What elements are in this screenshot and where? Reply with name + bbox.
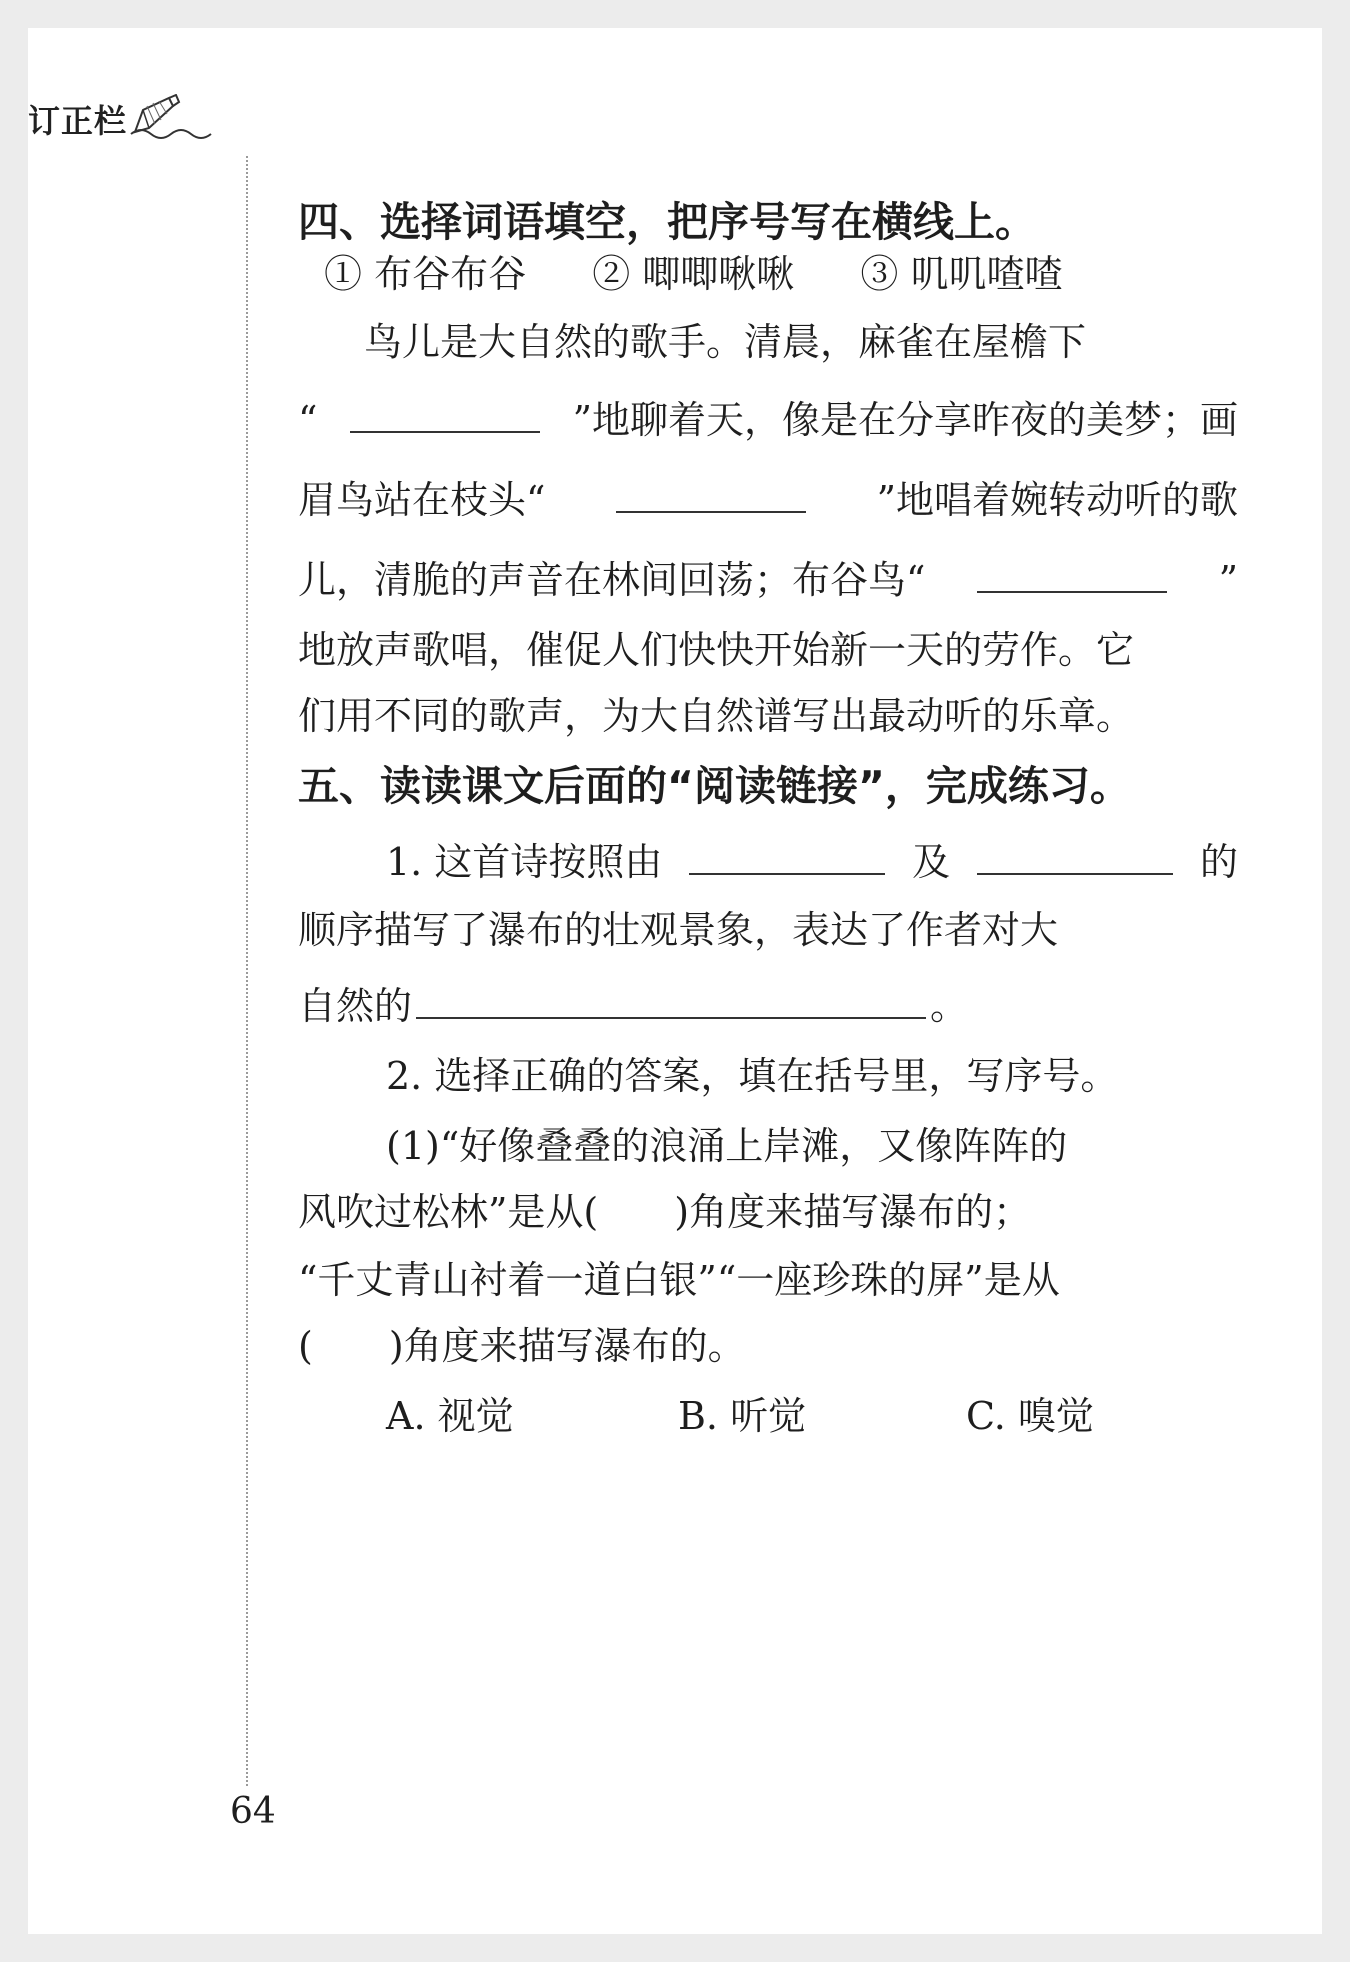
passage-line-2 — [298, 392, 1238, 448]
close-quote: ” — [1218, 558, 1238, 602]
passage-line-4-text-a: 儿，清脆的声音在林间回荡；布谷鸟“ — [298, 558, 926, 602]
section-4-options — [324, 246, 1264, 302]
question-2-1-line-3: “千丈青山衬着一道白银”“一座珍珠的屏”是从 — [298, 1258, 1060, 1302]
option-2: ② 唧唧啾啾 — [592, 252, 795, 296]
question-1-line-3 — [298, 978, 1238, 1034]
choice-b: B. 听觉 — [678, 1394, 807, 1438]
option-3: ③ 叽叽喳喳 — [860, 252, 1063, 296]
passage-line-3 — [298, 472, 1238, 528]
pencil-icon — [129, 94, 219, 144]
choice-c: C. 嗅觉 — [966, 1394, 1094, 1438]
workbook-page — [28, 28, 1322, 1934]
question-1-text-a: 1. 这首诗按照由 — [386, 840, 663, 884]
answer-blank-2[interactable] — [616, 479, 806, 513]
section-4-title: 四、选择词语填空，把序号写在横线上。 — [298, 198, 1036, 246]
margin-divider — [246, 156, 248, 1786]
section-5-title: 五、读读课文后面的“阅读链接”，完成练习。 — [298, 762, 1131, 810]
question-2-1-line-1: (1)“好像叠叠的浪涌上岸滩，又像阵阵的 — [386, 1124, 1068, 1168]
answer-blank-1[interactable] — [350, 399, 540, 433]
question-2-1-line-2: 风吹过松林”是从( )角度来描写瀑布的； — [298, 1190, 1032, 1234]
page-number: 64 — [230, 1791, 276, 1832]
question-1-line-2: 顺序描写了瀑布的壮观景象，表达了作者对大 — [298, 908, 1059, 952]
question-1-text-c: 的 — [1199, 840, 1238, 884]
option-1: ① 布谷布谷 — [324, 252, 527, 296]
choice-a: A. 视觉 — [386, 1394, 514, 1438]
answer-blank-3[interactable] — [977, 559, 1167, 593]
answer-blank-4[interactable] — [689, 841, 885, 875]
passage-line-5: 地放声歌唱，催促人们快快开始新一天的劳作。它 — [298, 628, 1135, 672]
question-2: 2. 选择正确的答案，填在括号里，写序号。 — [386, 1054, 1119, 1098]
passage-line-3-text-a: 眉鸟站在枝头“ — [298, 478, 546, 522]
answer-blank-6[interactable] — [416, 985, 926, 1019]
question-1-text-b: 及 — [912, 840, 951, 884]
period: 。 — [930, 984, 969, 1028]
correction-column-header — [28, 94, 219, 144]
question-1-line-3-text: 自然的 — [298, 984, 413, 1028]
answer-blank-5[interactable] — [977, 841, 1173, 875]
question-2-1-line-4: ( )角度来描写瀑布的。 — [298, 1324, 746, 1368]
correction-label: 订正栏 — [28, 102, 128, 140]
passage-line-1: 鸟儿是大自然的歌手。清晨，麻雀在屋檐下 — [364, 320, 1087, 364]
open-quote: “ — [298, 398, 318, 442]
passage-line-4 — [298, 552, 1238, 608]
passage-line-6: 们用不同的歌声，为大自然谱写出最动听的乐章。 — [298, 694, 1135, 738]
answer-choices — [386, 1388, 1238, 1444]
passage-line-3-text-b: ”地唱着婉转动听的歌 — [876, 478, 1238, 522]
passage-line-2-text: ”地聊着天，像是在分享昨夜的美梦；画 — [572, 398, 1238, 442]
question-1-line-1 — [386, 834, 1238, 890]
